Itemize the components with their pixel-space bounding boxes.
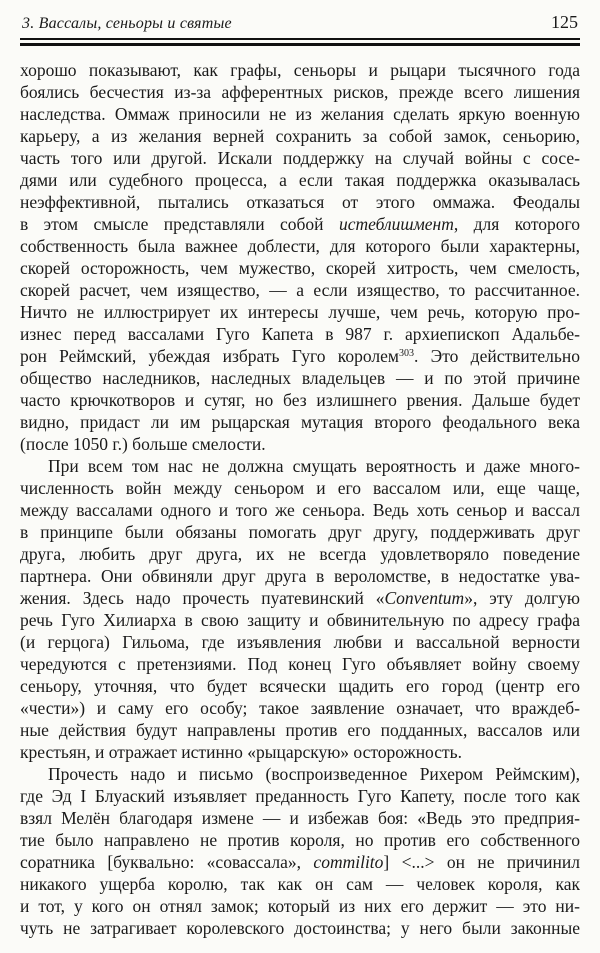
text-line: никакого ущерба королю, так как он сам — человек короля, как [20,874,580,894]
text-line: карьеру, а из желания верней сохранить за собой замок, сеньорию, [20,126,580,146]
text-line: скорей расчет, чем изящество, — а если изящество, то рассчитанное. [20,280,580,300]
text-line: и тот, у кого он отнял замок; который из них его держит — это ни- [20,896,580,916]
text-line: взял Мелён благодаря измене — и избежав боя: «Ведь это предприя- [20,808,580,828]
paragraph [20,455,580,763]
text-line: крестьян, и отражает истинно «рыцарскую» осторожность. [20,742,463,762]
text-line: Ничто не иллюстрирует их интересы лучше, чем речь, которую про- [20,302,580,322]
text-line: жения. Здесь надо прочесть пуатевинский «Conventum», эту долгую [20,588,580,608]
text-line: скорей осторожность, чем мужество, скорей хитрость, чем смелость, [20,258,580,278]
text-line: в принципе были обязаны помогать друг другу, поддерживать друг [20,522,580,542]
page-header [20,10,580,33]
text-line: боялись бесчестия из-за афферентных рисков, прежде всего лишения [20,82,580,102]
text-line: между вассалами одного и того же сеньора. Ведь хоть сеньор и вассал [20,500,580,520]
text-line: (и герцога) Гильома, где изъявления любви и вассальной верности [20,632,580,652]
text-line: в этом смысле представляли собой истеблишмент, для которого [20,214,580,234]
text-line: партнера. Они обвиняли друг друга в вероломстве, в недостатке ува- [20,566,580,586]
text-line: речь Гуго Хилиарха в свою защиту и обвинительную по адресу графа [20,610,580,630]
running-title: 3. Вассалы, сеньоры и святые [22,15,232,32]
text-line: собственность была важнее доблести, для которого были характерны, [20,236,580,256]
paragraph [20,763,580,939]
text-line: часть того или другой. Искали поддержку на случай войны с сосе- [20,148,580,168]
text-line: изнес перед вассалами Гуго Капета в 987 г. архиепископ Адальбе- [20,324,580,344]
text-line: чуть не затрагивает королевского достоинства; у него были законные [20,918,580,938]
text-line: При всем том нас не должна смущать вероятность и даже много- [48,456,580,476]
page-number: 125 [551,12,578,32]
text-line: хорошо показывают, как графы, сеньоры и рыцари тысячного года [20,60,580,80]
page-body [20,59,580,939]
text-line: общество наследников, наследных владельцев — и по этой причине [20,368,580,388]
text-line: где Эд I Блуаский изъявляет преданность Гуго Капету, после того как [20,786,580,806]
text-line: наследства. Оммаж приносили не из желания сделать яркую военную [20,104,580,124]
text-line: неэффективной, пытались отказаться от этого оммажа. Феодалы [20,192,580,212]
text-line: видно, придаст ли им рыцарская мутация второго феодального века [20,412,580,432]
text-line: часто крючкотворов и сутяг, но без излишнего рвения. Дальше будет [20,390,580,410]
paragraph [20,59,580,455]
text-line: чередуются с претензиями. Под конец Гуго объявляет войну своему [20,654,580,674]
text-line: друга, любить друг друга, их не всегда удовлетворяло поведение [20,544,580,564]
text-line: сеньору, уточняя, что будет всячески щадить его город (центр его [20,676,580,696]
text-line: ные действия будут направлены против его подданных, вассалов или [20,720,580,740]
text-line: тие было направлено не против короля, но против его собственного [20,830,580,850]
text-line: дями или судебного процесса, а если такая поддержка оказывалась [20,170,580,190]
text-line: соратника [буквально: «совассала», commilito] <...> он не причинил [20,852,580,872]
text-line: рон Реймский, убеждая избрать Гуго королем$^{303}$. Это действительно [20,346,580,366]
text-line: (после 1050 г.) больше смелости. [20,434,266,454]
text-line: Прочесть надо и письмо (воспроизведенное Рихером Реймским), [48,764,580,784]
header-double-rule [20,38,580,46]
text-line: «чести») и саму его особу; такое заявление означает, что враждеб- [20,698,580,718]
text-line: численность войн между сеньором и его вассалом или, еще чаще, [20,478,580,498]
